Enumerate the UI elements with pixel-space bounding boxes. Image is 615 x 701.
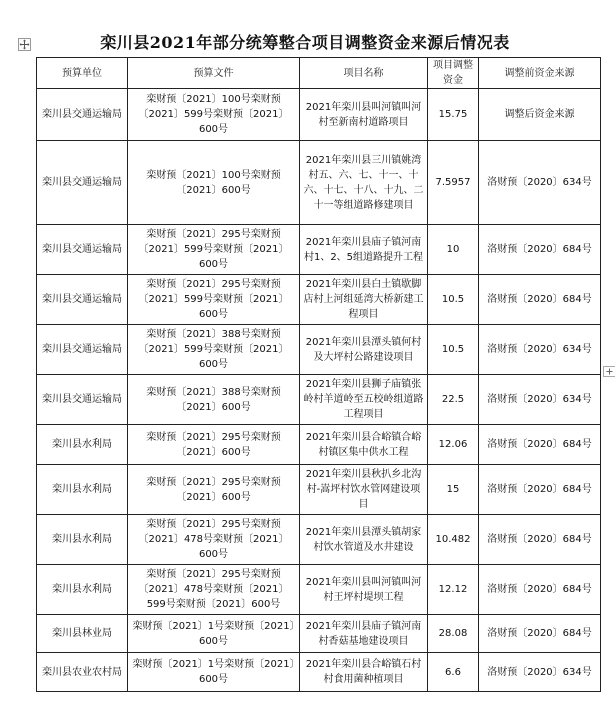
cell-unit: 栾川县水利局 [37,565,128,615]
header-source: 调整前资金来源 [479,58,601,89]
row-insert-plus-icon[interactable] [603,366,615,377]
table-row [37,615,601,653]
cell-file: 栾财预〔2021〕100号栾财预〔2021〕599号栾财预〔2021〕600号 [128,89,300,141]
header-unit: 预算单位 [37,58,128,89]
cell-file: 栾财预〔2021〕1号栾财预〔2021〕600号 [128,615,300,653]
table-row [37,653,601,692]
cell-amount: 10.482 [428,515,479,565]
cell-name: 2021年栾川县叫河镇叫河村至新南村道路项目 [300,89,428,141]
cell-amount: 12.06 [428,425,479,465]
table-row [37,89,601,141]
cell-amount: 10.5 [428,325,479,375]
cell-amount: 15.75 [428,89,479,141]
cell-file: 栾财预〔2021〕295号栾财预〔2021〕600号 [128,465,300,515]
cell-file: 栾财预〔2021〕295号栾财预〔2021〕599号栾财预〔2021〕600号 [128,225,300,275]
cell-amount: 22.5 [428,375,479,425]
cell-amount: 10.5 [428,275,479,325]
cell-name: 2021年栾川县白土镇歇脚店村上河组延湾大桥新建工程项目 [300,275,428,325]
cell-name: 2021年栾川县庙子镇河南村香菇基地建设项目 [300,615,428,653]
cell-source: 洛财预〔2020〕684号 [479,615,601,653]
cell-amount: 10 [428,225,479,275]
cell-unit: 栾川县林业局 [37,615,128,653]
cell-name: 2021年栾川县合峪镇石村村食用菌种植项目 [300,653,428,692]
cell-file: 栾财预〔2021〕1号栾财预〔2021〕600号 [128,653,300,692]
cell-name: 2021年栾川县潭头镇胡家村饮水管道及水井建设 [300,515,428,565]
cell-name: 2021年栾川县合峪镇合峪村镇区集中供水工程 [300,425,428,465]
cell-name: 2021年栾川县三川镇姚湾村五、六、七、十一、十六、十七、十八、十九、二十一等组道路修建项目 [300,141,428,225]
table-move-handle-icon[interactable] [18,38,31,51]
cell-unit: 栾川县交通运输局 [37,141,128,225]
cell-source: 洛财预〔2020〕684号 [479,225,601,275]
cell-amount: 12.12 [428,565,479,615]
header-amount: 项目调整资金 [428,58,479,89]
cell-amount: 7.5957 [428,141,479,225]
header-file: 预算文件 [128,58,300,89]
document-title: 栾川县2021年部分统筹整合项目调整资金来源后情况表 [100,33,510,52]
cell-unit: 栾川县交通运输局 [37,325,128,375]
cell-unit: 栾川县水利局 [37,515,128,565]
table-row [37,275,601,325]
cell-file: 栾财预〔2021〕100号栾财预〔2021〕600号 [128,141,300,225]
table-row [37,515,601,565]
cell-source: 洛财预〔2020〕684号 [479,465,601,515]
cell-source: 洛财预〔2020〕684号 [479,515,601,565]
cell-source: 调整后资金来源 [479,89,601,141]
cell-amount: 15 [428,465,479,515]
cell-source: 洛财预〔2020〕634号 [479,141,601,225]
cell-file: 栾财预〔2021〕295号栾财预〔2021〕478号栾财预〔2021〕599号栾财预〔2021〕600号 [128,565,300,615]
cell-name: 2021年栾川县庙子镇河南村1、2、5组道路提升工程 [300,225,428,275]
cell-file: 栾财预〔2021〕295号栾财预〔2021〕600号 [128,425,300,465]
table-row [37,325,601,375]
cell-unit: 栾川县交通运输局 [37,275,128,325]
cell-amount: 28.08 [428,615,479,653]
cell-source: 洛财预〔2020〕684号 [479,275,601,325]
table-row [37,465,601,515]
cell-unit: 栾川县农业农村局 [37,653,128,692]
header-name: 项目名称 [300,58,428,89]
cell-name: 2021年栾川县潭头镇何村及大坪村公路建设项目 [300,325,428,375]
cell-name: 2021年栾川县狮子庙镇张岭村羊道岭至五校岭组道路工程项目 [300,375,428,425]
cell-unit: 栾川县水利局 [37,425,128,465]
cell-source: 洛财预〔2020〕684号 [479,425,601,465]
cell-name: 2021年栾川县秋扒乡北沟村-嵩坪村饮水管网建设项目 [300,465,428,515]
table-header-row [37,58,601,89]
cell-file: 栾财预〔2021〕295号栾财预〔2021〕599号栾财预〔2021〕600号 [128,275,300,325]
cell-file: 栾财预〔2021〕388号栾财预〔2021〕599号栾财预〔2021〕600号 [128,325,300,375]
cell-source: 洛财预〔2020〕634号 [479,653,601,692]
table-row [37,565,601,615]
cell-amount: 6.6 [428,653,479,692]
cell-source: 洛财预〔2020〕634号 [479,375,601,425]
cell-unit: 栾川县交通运输局 [37,89,128,141]
cell-unit: 栾川县交通运输局 [37,225,128,275]
cell-name: 2021年栾川县叫河镇叫河村王坪村堤坝工程 [300,565,428,615]
table-row [37,225,601,275]
table-row [37,141,601,225]
cell-source: 洛财预〔2020〕634号 [479,325,601,375]
funding-adjustment-table [36,57,601,692]
cell-unit: 栾川县水利局 [37,465,128,515]
cell-file: 栾财预〔2021〕388号栾财预〔2021〕600号 [128,375,300,425]
cell-source: 洛财预〔2020〕684号 [479,565,601,615]
cell-file: 栾财预〔2021〕295号栾财预〔2021〕478号栾财预〔2021〕600号 [128,515,300,565]
table-row [37,375,601,425]
table-row [37,425,601,465]
cell-unit: 栾川县交通运输局 [37,375,128,425]
